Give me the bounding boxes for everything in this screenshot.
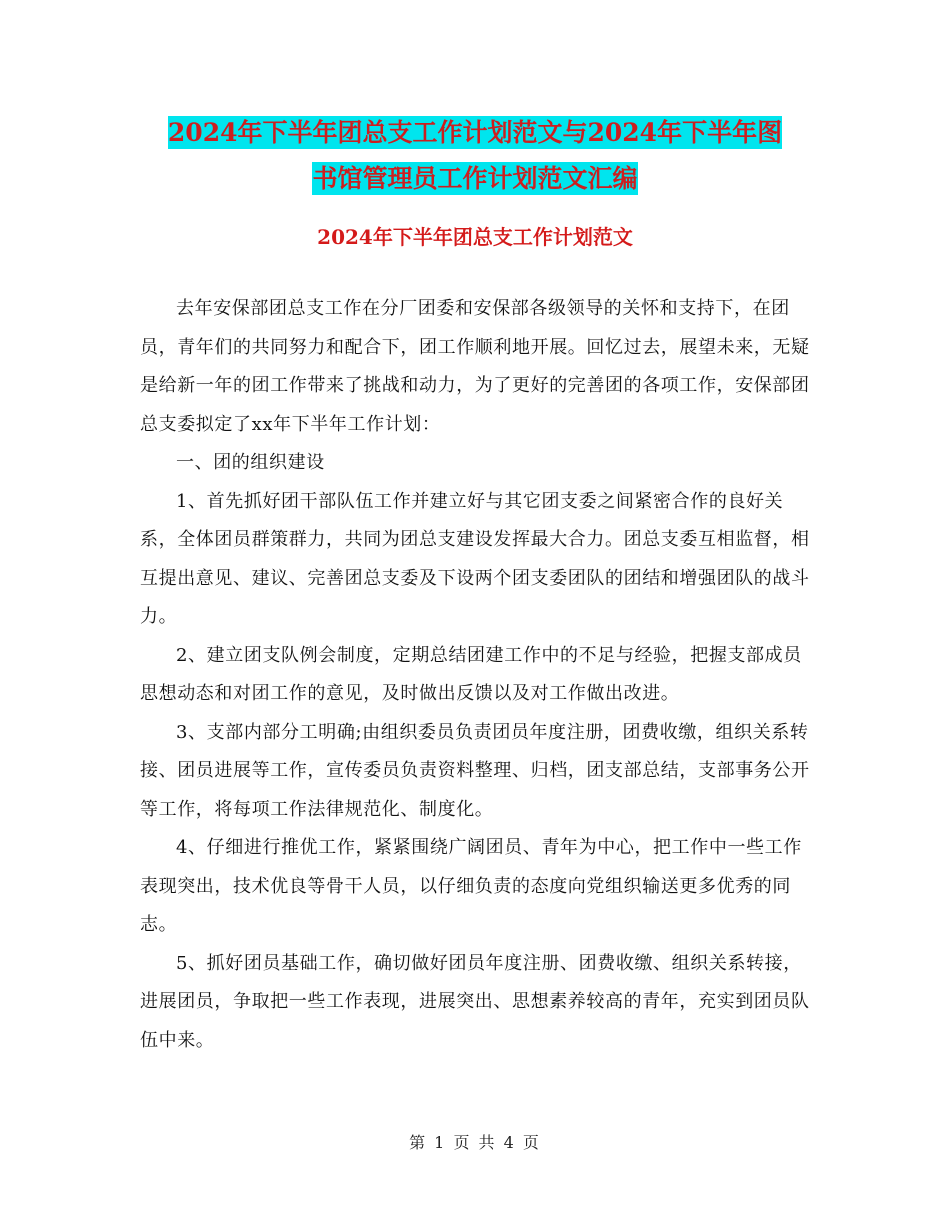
paragraph-item-5: 5、抓好团员基础工作，确切做好团员年度注册、团费收缴、组织关系转接，进展团员，争取把一些工作表现，进展突出、思想素养较高的青年，充实到团员队伍中来。 bbox=[140, 952, 810, 1051]
title-line-1: 2024年下半年团总支工作计划范文与2024年下半年图 bbox=[167, 118, 783, 147]
paragraph-item-3: 3、支部内部分工明确;由组织委员负责团员年度注册，团费收缴，组织关系转接、团员进展等工作，宣传委员负责资料整理、归档，团支部总结，支部事务公开等工作，将每项工作法律规范化、制度化。 bbox=[140, 721, 810, 820]
paragraph-intro: 去年安保部团总支工作在分厂团委和安保部各级领导的关怀和支持下，在团员，青年们的共同努力和配合下，团工作顺利地开展。回忆过去，展望未来，无疑是给新一年的团工作带来了挑战和动力，为了更好的完善团的各项工作，安保部团总支委拟定了xx年下半年工作计划： bbox=[140, 298, 810, 435]
page-footer: 第 1 页 共 4 页 bbox=[409, 1133, 541, 1152]
document-body bbox=[140, 290, 810, 1060]
section-title: 2024年下半年团总支工作计划范文 bbox=[317, 225, 633, 249]
title-line-2: 书馆管理员工作计划范文汇编 bbox=[312, 164, 638, 193]
document-title bbox=[140, 110, 810, 202]
paragraph-item-4: 4、仔细进行推优工作，紧紧围绕广阔团员、青年为中心，把工作中一些工作表现突出，技术优良等骨干人员，以仔细负责的态度向党组织输送更多优秀的同志。 bbox=[140, 837, 802, 935]
paragraph-item-2: 2、建立团支队例会制度，定期总结团建工作中的不足与经验，把握支部成员思想动态和对团工作的意见，及时做出反馈以及对工作做出改进。 bbox=[140, 644, 802, 704]
paragraph-heading-1: 一、团的组织建设 bbox=[176, 452, 325, 473]
paragraph-item-1: 1、首先抓好团干部队伍工作并建立好与其它团支委之间紧密合作的良好关系，全体团员群策群力，共同为团总支建设发挥最大合力。团总支委互相监督，相互提出意见、建议、完善团总支委及下设两个团支委团队的团结和增强团队的战斗力。 bbox=[140, 490, 810, 627]
